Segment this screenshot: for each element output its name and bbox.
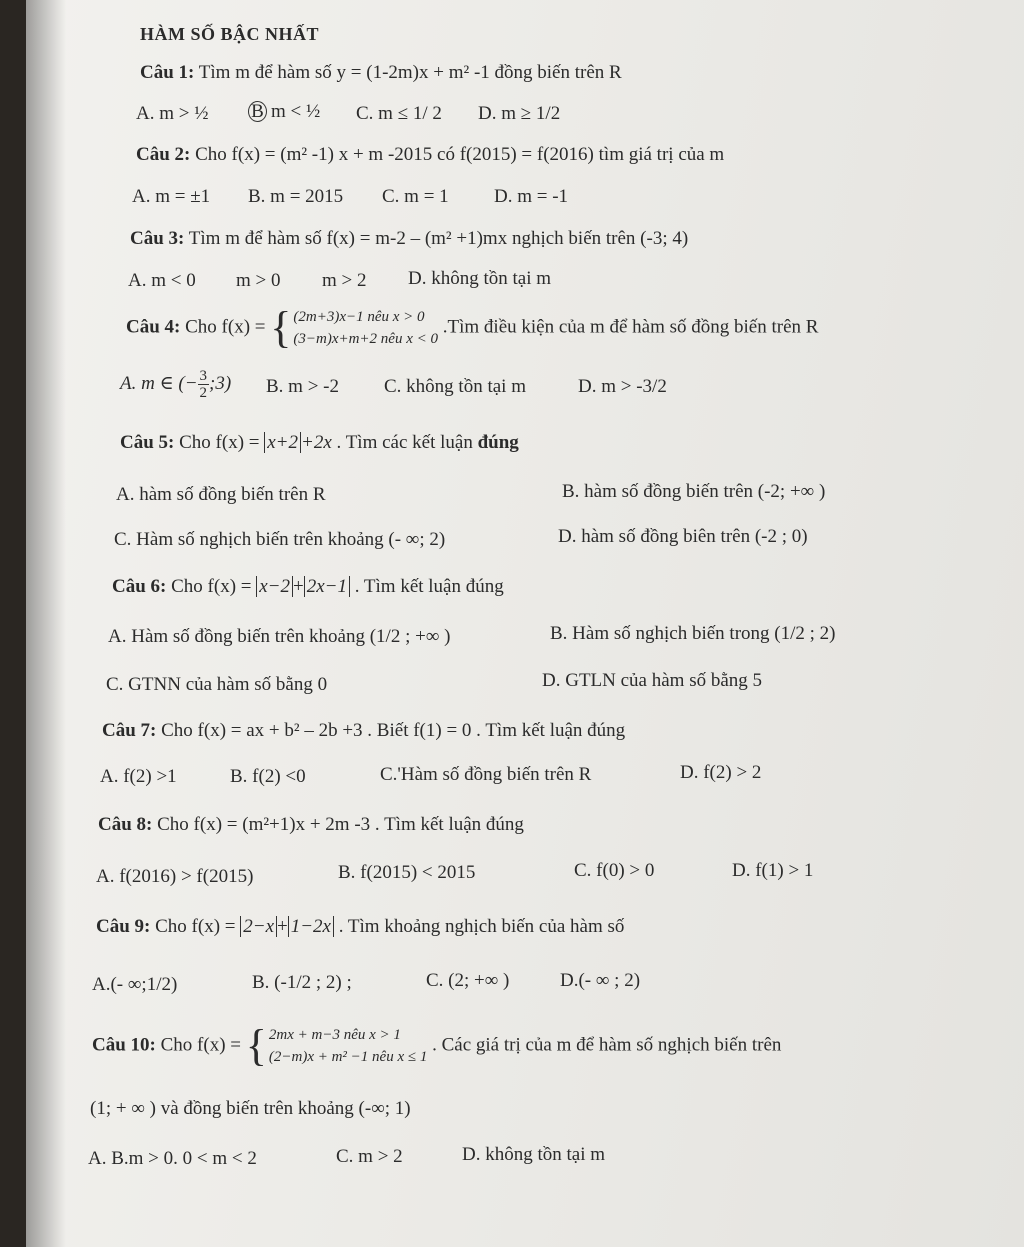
answer-d: D. f(2) > 2 (680, 762, 762, 783)
question-8 (98, 814, 524, 836)
answer-b: B m < ½ (248, 101, 320, 123)
answer-c: C. f(0) > 0 (574, 860, 655, 881)
question-1 (140, 62, 622, 84)
question-3 (130, 228, 688, 250)
case-2: (2−m)x + m² −1 nêu x ≤ 1 (268, 1049, 428, 1065)
case-2: (3−m)x+m+2 nêu x < 0 (293, 331, 438, 347)
question-2 (136, 144, 724, 166)
answer-c: C. không tồn tại m (384, 376, 526, 397)
question-9: Câu 9: Cho f(x) = 2−x + 1−2x . Tìm khoảng nghịch biến của hàm số (96, 916, 625, 937)
answer-d: D. f(1) > 1 (732, 860, 814, 881)
answer-d: D.(- ∞ ; 2) (560, 970, 641, 991)
answer-a: A. m > ½ (136, 103, 209, 124)
absolute-value: 2x−1 (304, 576, 350, 597)
piecewise-function: { (2m+3)x−1 nêu x > 0 (3−m)x+m+2 nêu x < 0 (270, 303, 438, 352)
selected-answer-mark: B (248, 101, 267, 122)
case-1: 2mx + m−3 nêu x > 1 (268, 1027, 401, 1043)
question-label: Câu 8: (98, 814, 153, 835)
answer-b: m > 0 (236, 270, 281, 291)
question-label: Câu 2: (136, 144, 191, 165)
answer-c: C. m > 2 (336, 1146, 403, 1167)
answer-a: A. m ∈ (− $\frac{3}{2}$ ;3) (120, 368, 232, 401)
answer-b: B. f(2015) < 2015 (338, 862, 476, 883)
answer-c: C. Hàm số nghịch biến trên khoảng (- ∞; 2) (114, 529, 446, 550)
worksheet-page (26, 0, 1024, 1247)
question-4: Câu 4: Cho f(x) = { (2m+3)x−1 nêu x > 0 (3−m)x+m+2 nêu x < 0 .Tìm điều kiện của m để hàm số đồng biến trên R (126, 303, 819, 352)
answer-a: A. f(2) >1 (100, 766, 177, 787)
question-text: .Tìm điều kiện của m để hàm số đồng biến trên R (442, 316, 819, 338)
absolute-value: 2−x (240, 916, 277, 937)
question-label: Câu 9: (96, 916, 151, 937)
absolute-value: 1−2x (288, 916, 334, 937)
answer-d: D. m ≥ 1/2 (478, 103, 561, 124)
answer-a: A.(- ∞;1/2) (92, 974, 178, 995)
answer-d: D. không tồn tại m (408, 268, 552, 289)
question-6: Câu 6: Cho f(x) = x−2 + 2x−1 . Tìm kết luận đúng (112, 576, 504, 597)
answer-c: m > 2 (322, 270, 367, 291)
question-label: Câu 6: (112, 576, 167, 597)
question-10-continued: (1; + ∞ ) và đồng biến trên khoảng (-∞; 1) (90, 1098, 411, 1119)
answer-d: D. GTLN của hàm số bằng 5 (542, 670, 763, 691)
answer-b: B. (-1/2 ; 2) ; (252, 972, 352, 993)
question-5: Câu 5: Cho f(x) = x+2 +2x . Tìm các kết luận đúng (120, 432, 519, 453)
answer-a: A. hàm số đồng biến trên R (116, 484, 326, 505)
answer-a: A. Hàm số đồng biến trên khoảng (1/2 ; +∞ ) (108, 626, 451, 647)
answer-d: D. m = -1 (494, 186, 569, 207)
answer-b: B. m = 2015 (248, 186, 344, 207)
question-label: Câu 3: (130, 228, 185, 249)
answer-d: D. không tồn tại m (462, 1144, 606, 1165)
answer-a: A. m < 0 (128, 270, 196, 291)
answer-c: C. m ≤ 1/ 2 (356, 103, 442, 124)
piecewise-function: { 2mx + m−3 nêu x > 1 (2−m)x + m² −1 nêu x ≤ 1 (245, 1021, 428, 1070)
question-label: Câu 1: (140, 62, 195, 83)
case-1: (2m+3)x−1 nêu x > 0 (293, 309, 425, 325)
question-label: Câu 5: (120, 432, 175, 453)
answer-a: A. B.m > 0. 0 < m < 2 (88, 1148, 257, 1169)
question-7 (102, 720, 625, 742)
absolute-value: x+2 (264, 432, 301, 453)
question-text: Cho f(x) = ax + b² – 2b +3 . Biết f(1) = 0 . Tìm kết luận đúng (161, 720, 626, 741)
answer-c: C. (2; +∞ ) (426, 970, 510, 991)
answer-a: A. m = ±1 (132, 186, 211, 207)
answer-b: B. hàm số đồng biến trên (-2; +∞ ) (562, 481, 826, 502)
answer-c: C.'Hàm số đồng biến trên R (380, 764, 592, 785)
question-10: Câu 10: Cho f(x) = { 2mx + m−3 nêu x > 1 (2−m)x + m² −1 nêu x ≤ 1 . Các giá trị của m để hàm số nghịch biến trên (92, 1021, 782, 1070)
question-text: Cho f(x) = (m² -1) x + m -2015 có f(2015) = f(2016) tìm giá trị của m (195, 144, 725, 165)
question-text: Tìm m để hàm số y = (1-2m)x + m² -1 đồng biến trên R (198, 62, 622, 83)
question-text: . Các giá trị của m để hàm số nghịch biến trên (432, 1034, 782, 1056)
answer-d: D. m > -3/2 (578, 376, 667, 397)
answer-d: D. hàm số đồng biên trên (-2 ; 0) (558, 526, 808, 547)
question-label: Câu 4: (126, 316, 181, 338)
question-label: Câu 7: (102, 720, 157, 741)
answer-b: B. m > -2 (266, 376, 339, 397)
answer-c: C. GTNN của hàm số bằng 0 (106, 674, 328, 695)
question-label: Câu 10: (92, 1034, 156, 1056)
answer-b: B. f(2) <0 (230, 766, 306, 787)
absolute-value: x−2 (256, 576, 293, 597)
page-title: HÀM SỐ BẬC NHẤT (140, 24, 320, 44)
answer-b: B. Hàm số nghịch biến trong (1/2 ; 2) (550, 623, 836, 644)
answer-a: A. f(2016) > f(2015) (96, 866, 254, 887)
question-text: Tìm m để hàm số f(x) = m-2 – (m² +1)mx nghịch biến trên (-3; 4) (188, 228, 689, 249)
answer-c: C. m = 1 (382, 186, 449, 207)
question-text: Cho f(x) = (m²+1)x + 2m -3 . Tìm kết luận đúng (157, 814, 524, 835)
